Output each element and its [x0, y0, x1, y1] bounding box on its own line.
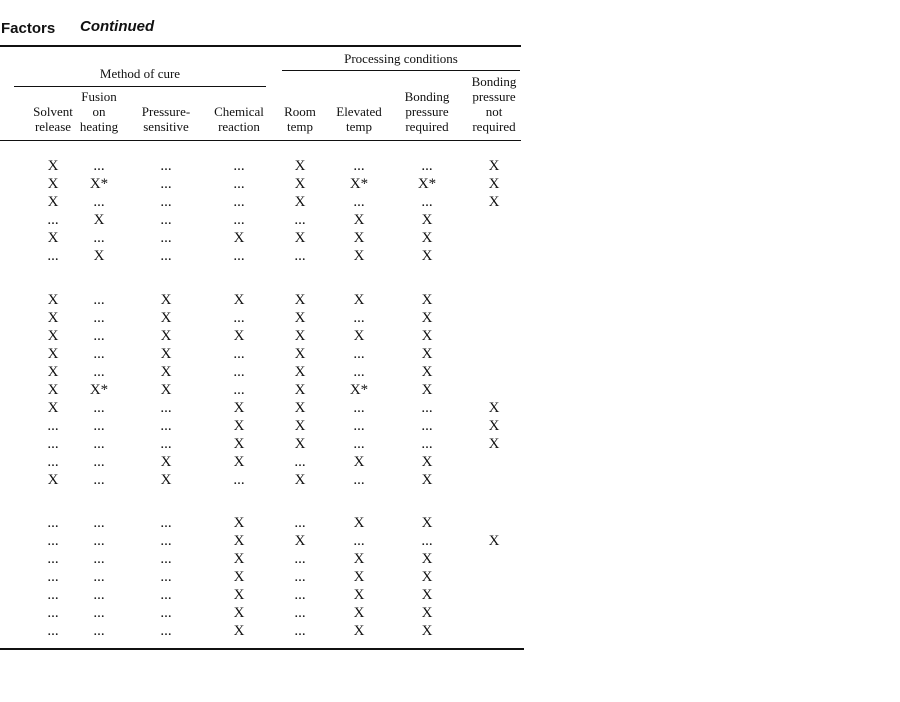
- table-cell: ...: [421, 418, 433, 434]
- table-cell: ...: [47, 587, 59, 603]
- table-cell: ...: [93, 515, 105, 531]
- table-cell: ...: [353, 533, 365, 549]
- table-cell: X: [294, 176, 306, 192]
- column-header-line: Solvent: [33, 104, 73, 119]
- column-header-line: Chemical: [214, 104, 264, 119]
- table-cell: X: [421, 472, 433, 488]
- column-header-line: pressure: [472, 89, 516, 104]
- table-cell: X: [421, 515, 433, 531]
- table-cell: X: [353, 551, 365, 567]
- table-cell: X: [421, 623, 433, 639]
- table-cell: X*: [349, 176, 369, 192]
- table-cell: ...: [421, 400, 433, 416]
- table-cell: X: [160, 328, 172, 344]
- column-header-line: temp: [346, 119, 372, 134]
- table-cell: ...: [160, 533, 172, 549]
- table-cell: ...: [160, 212, 172, 228]
- table-cell: ...: [353, 158, 365, 174]
- table-cell: ...: [93, 533, 105, 549]
- table-cell: X: [233, 587, 245, 603]
- table-cell: X: [47, 346, 59, 362]
- table-cell: ...: [47, 454, 59, 470]
- table-cell: ...: [47, 551, 59, 567]
- page-title: Factors: [1, 20, 56, 37]
- table-cell: X: [353, 248, 365, 264]
- table-cell: ...: [421, 436, 433, 452]
- table-cell: X: [160, 346, 172, 362]
- table-cell: X: [353, 515, 365, 531]
- column-header-line: heating: [79, 119, 119, 134]
- table-cell: ...: [421, 533, 433, 549]
- table-cell: ...: [93, 587, 105, 603]
- column-header-pressure-sensitive: [131, 104, 201, 134]
- table-cell: ...: [47, 569, 59, 585]
- table-cell: ...: [93, 194, 105, 210]
- table-cell: ...: [160, 248, 172, 264]
- table-cell: X: [421, 454, 433, 470]
- table-cell: X: [233, 328, 245, 344]
- table-cell: X: [233, 605, 245, 621]
- table-cell: ...: [353, 400, 365, 416]
- table-cell: X: [47, 176, 59, 192]
- table-cell: ...: [353, 418, 365, 434]
- table-cell: ...: [294, 605, 306, 621]
- table-cell: X: [233, 230, 245, 246]
- table-cell: ...: [93, 454, 105, 470]
- column-header-line: sensitive: [143, 119, 189, 134]
- table-cell: X: [233, 292, 245, 308]
- page-subtitle: Continued: [80, 18, 155, 35]
- table-cell: ...: [160, 515, 172, 531]
- table-cell: X: [353, 605, 365, 621]
- table-cell: ...: [47, 436, 59, 452]
- table-cell: ...: [93, 230, 105, 246]
- table-cell: X: [488, 533, 500, 549]
- table-cell: X: [294, 292, 306, 308]
- table-cell: X: [353, 292, 365, 308]
- column-header-line: Bonding: [404, 89, 450, 104]
- table-cell: ...: [160, 400, 172, 416]
- table-cell: X: [294, 364, 306, 380]
- table-cell: ...: [160, 551, 172, 567]
- table-cell: X*: [89, 382, 109, 398]
- group-header-method-of-cure: Method of cure: [99, 66, 181, 81]
- column-header-line: Bonding: [471, 74, 517, 89]
- table-cell: X: [160, 364, 172, 380]
- table-cell: ...: [160, 623, 172, 639]
- table-cell: ...: [160, 158, 172, 174]
- table-cell: X: [160, 310, 172, 326]
- table-cell: ...: [47, 212, 59, 228]
- column-header-fusion-on-heating: [64, 89, 134, 134]
- table-cell: X: [233, 454, 245, 470]
- table-cell: X: [294, 533, 306, 549]
- table-cell: X: [294, 310, 306, 326]
- table-cell: X: [294, 436, 306, 452]
- column-header-line: not: [485, 104, 503, 119]
- table-cell: ...: [160, 176, 172, 192]
- table-cell: ...: [233, 364, 245, 380]
- table-cell: X: [294, 382, 306, 398]
- table-cell: X: [233, 418, 245, 434]
- table-cell: X*: [349, 382, 369, 398]
- table-cell: ...: [353, 194, 365, 210]
- table-cell: ...: [294, 454, 306, 470]
- column-header-line: temp: [287, 119, 313, 134]
- column-header-line: required: [405, 119, 449, 134]
- table-cell: X: [488, 418, 500, 434]
- table-cell: X: [160, 292, 172, 308]
- table-cell: X: [421, 382, 433, 398]
- table-cell: ...: [421, 158, 433, 174]
- table-cell: ...: [160, 605, 172, 621]
- table-cell: X: [421, 569, 433, 585]
- table-cell: ...: [93, 292, 105, 308]
- table-cell: ...: [294, 248, 306, 264]
- table-top-rule: [0, 45, 521, 47]
- table-cell: X: [488, 436, 500, 452]
- table-cell: ...: [294, 569, 306, 585]
- table-cell: ...: [353, 310, 365, 326]
- table-cell: ...: [160, 587, 172, 603]
- table-cell: ...: [93, 551, 105, 567]
- table-cell: ...: [160, 194, 172, 210]
- table-cell: ...: [294, 515, 306, 531]
- table-cell: ...: [294, 212, 306, 228]
- table-cell: X: [488, 400, 500, 416]
- table-cell: ...: [93, 364, 105, 380]
- table-cell: ...: [233, 194, 245, 210]
- table-cell: X: [421, 364, 433, 380]
- table-cell: X: [421, 230, 433, 246]
- table-cell: ...: [47, 418, 59, 434]
- table-cell: ...: [353, 472, 365, 488]
- table-cell: X: [353, 587, 365, 603]
- table-cell: X: [233, 436, 245, 452]
- column-header-line: Elevated: [336, 104, 382, 119]
- table-cell: X: [294, 158, 306, 174]
- table-cell: X: [421, 292, 433, 308]
- table-cell: X: [421, 328, 433, 344]
- column-header-bonding-pressure-not-required: [459, 74, 529, 134]
- column-header-line: Pressure-: [141, 104, 191, 119]
- table-cell: X: [488, 194, 500, 210]
- table-cell: X: [294, 230, 306, 246]
- table-cell: X: [47, 230, 59, 246]
- table-bottom-rule: [0, 648, 524, 650]
- table-cell: X: [233, 533, 245, 549]
- table-cell: X: [233, 551, 245, 567]
- table-cell: X: [233, 515, 245, 531]
- table-cell: X: [421, 346, 433, 362]
- table-cell: ...: [160, 569, 172, 585]
- column-header-line: pressure: [405, 104, 449, 119]
- table-cell: ...: [353, 364, 365, 380]
- table-cell: ...: [93, 310, 105, 326]
- column-header-line: on: [92, 104, 106, 119]
- table-cell: X: [47, 328, 59, 344]
- table-cell: ...: [294, 587, 306, 603]
- group-rule-processing-conditions: [282, 70, 520, 71]
- table-cell: X: [421, 587, 433, 603]
- table-cell: X*: [417, 176, 437, 192]
- table-cell: X: [294, 400, 306, 416]
- column-header-line: required: [472, 119, 516, 134]
- table-cell: ...: [47, 248, 59, 264]
- table-cell: X: [93, 248, 105, 264]
- table-cell: ...: [233, 176, 245, 192]
- table-cell: ...: [47, 515, 59, 531]
- table-cell: X: [353, 623, 365, 639]
- table-cell: X: [294, 418, 306, 434]
- table-cell: X: [294, 328, 306, 344]
- table-cell: ...: [47, 533, 59, 549]
- table-cell: ...: [233, 310, 245, 326]
- table-cell: ...: [93, 158, 105, 174]
- table-cell: X: [421, 212, 433, 228]
- group-rule-method-of-cure: [14, 86, 266, 87]
- table-cell: X: [47, 310, 59, 326]
- table-cell: X: [233, 569, 245, 585]
- table-cell: X: [47, 158, 59, 174]
- column-header-line: reaction: [218, 119, 260, 134]
- column-header-line: release: [34, 119, 72, 134]
- table-cell: ...: [294, 623, 306, 639]
- table-cell: X: [47, 194, 59, 210]
- table-cell: X: [353, 328, 365, 344]
- table-cell: ...: [353, 436, 365, 452]
- table-cell: ...: [160, 230, 172, 246]
- table-cell: ...: [93, 346, 105, 362]
- table-cell: ...: [93, 328, 105, 344]
- table-cell: X: [421, 310, 433, 326]
- table-cell: ...: [160, 418, 172, 434]
- table-cell: X: [47, 382, 59, 398]
- table-cell: ...: [93, 623, 105, 639]
- table-cell: X: [93, 212, 105, 228]
- table-cell: X: [294, 472, 306, 488]
- table-cell: X: [421, 551, 433, 567]
- column-header-line: Fusion: [81, 89, 117, 104]
- table-cell: X: [47, 400, 59, 416]
- table-cell: X: [294, 346, 306, 362]
- column-header-bonding-pressure-required: [392, 89, 462, 134]
- table-cell: X: [488, 176, 500, 192]
- table-cell: ...: [233, 382, 245, 398]
- table-cell: X: [47, 292, 59, 308]
- table-cell: ...: [93, 569, 105, 585]
- table-cell: ...: [233, 346, 245, 362]
- column-header-line: Room: [284, 104, 316, 119]
- table-cell: ...: [93, 605, 105, 621]
- table-cell: X: [488, 158, 500, 174]
- table-cell: ...: [233, 472, 245, 488]
- table-cell: X: [421, 605, 433, 621]
- table-cell: X: [353, 569, 365, 585]
- table-cell: ...: [160, 436, 172, 452]
- table-cell: ...: [233, 212, 245, 228]
- table-cell: ...: [93, 400, 105, 416]
- table-cell: X*: [89, 176, 109, 192]
- table-cell: ...: [93, 472, 105, 488]
- table-cell: ...: [421, 194, 433, 210]
- table-cell: ...: [47, 605, 59, 621]
- group-header-processing-conditions: Processing conditions: [344, 51, 458, 66]
- table-cell: ...: [93, 436, 105, 452]
- table-cell: X: [160, 472, 172, 488]
- table-cell: X: [233, 400, 245, 416]
- table-cell: X: [353, 230, 365, 246]
- table-cell: X: [294, 194, 306, 210]
- table-cell: X: [421, 248, 433, 264]
- table-cell: X: [47, 472, 59, 488]
- table-cell: X: [353, 212, 365, 228]
- table-cell: ...: [233, 248, 245, 264]
- table-cell: ...: [294, 551, 306, 567]
- table-cell: X: [160, 454, 172, 470]
- column-header-chemical-reaction: [204, 104, 274, 134]
- table-cell: X: [160, 382, 172, 398]
- table-cell: ...: [353, 346, 365, 362]
- header-bottom-rule: [0, 140, 521, 141]
- table-cell: X: [233, 623, 245, 639]
- table-cell: X: [353, 454, 365, 470]
- column-header-elevated-temp: [324, 104, 394, 134]
- table-cell: ...: [47, 623, 59, 639]
- table-cell: ...: [233, 158, 245, 174]
- table-cell: X: [47, 364, 59, 380]
- table-cell: ...: [93, 418, 105, 434]
